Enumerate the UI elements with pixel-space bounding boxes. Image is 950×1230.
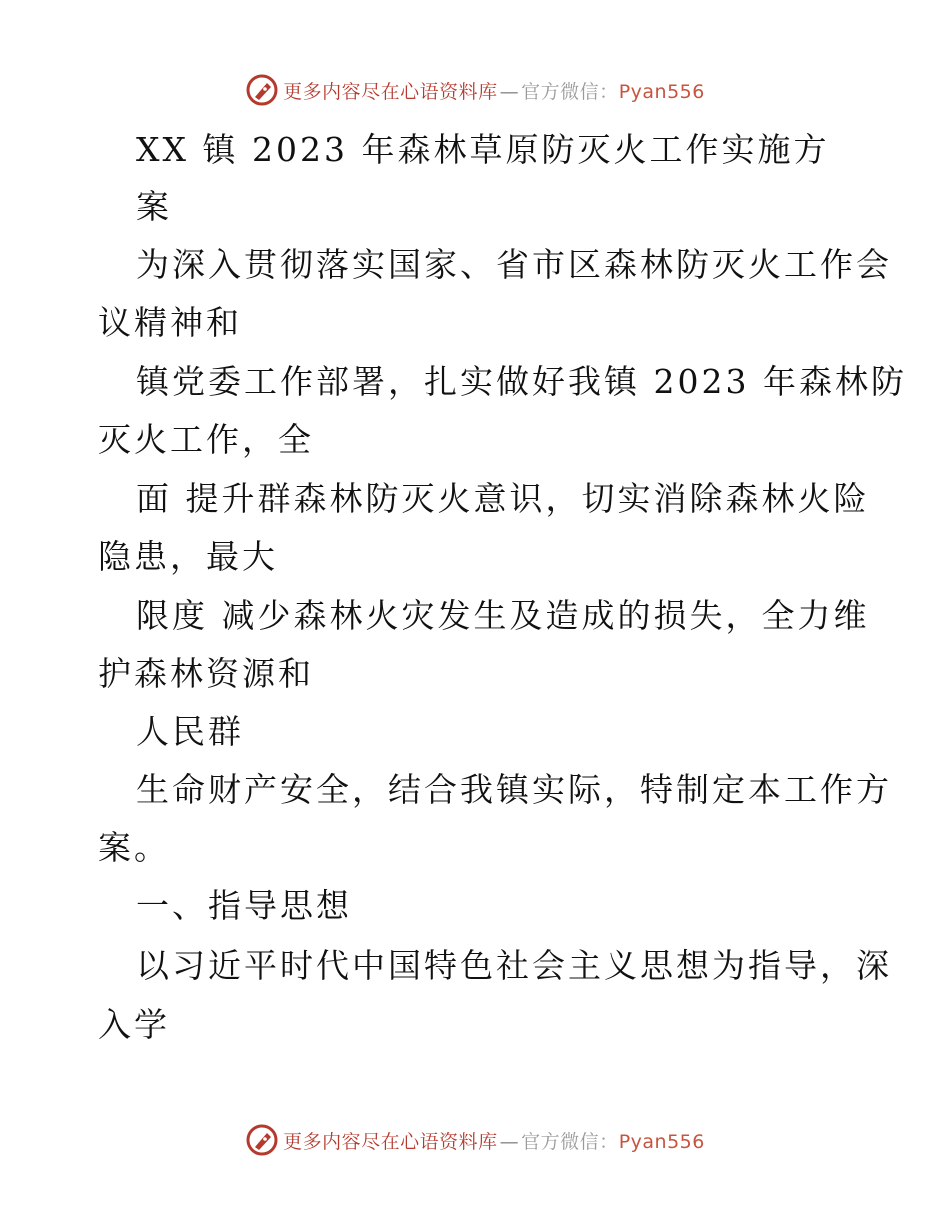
paragraph-line: 镇党委工作部署，扎实做好我镇 2023 年森林防 [136, 362, 907, 401]
watermark-site-name: 更多内容尽在心语资料库 [283, 1130, 498, 1153]
paragraph-line: 案。 [98, 828, 170, 867]
watermark-site-name: 更多内容尽在心语资料库 [283, 80, 498, 103]
watermark-separator: — [499, 80, 520, 103]
paragraph-line: 人民群 [136, 712, 244, 751]
watermark-wechat-id: Pyan556 [618, 1130, 705, 1153]
paragraph-line: 隐患，最大 [98, 537, 278, 576]
section-heading: 一、指导思想 [136, 886, 352, 925]
watermark-wechat-label: 官方微信： [521, 1130, 619, 1153]
header-watermark-banner [0, 70, 950, 110]
paragraph-line: 以习近平时代中国特色社会主义思想为指导，深 [136, 946, 892, 985]
paragraph-line: 为深入贯彻落实国家、省市区森林防灭火工作会 [136, 245, 892, 284]
document-title-line-2: 案 [136, 187, 172, 226]
paragraph-line: 限度 减少森林火灾发生及造成的损失，全力维 [136, 596, 870, 635]
watermark-wechat-id: Pyan556 [618, 80, 705, 103]
pen-nib-logo-icon [245, 1123, 279, 1157]
watermark-text [283, 77, 705, 104]
paragraph-line: 灭火工作，全 [98, 420, 314, 459]
watermark-wechat-label: 官方微信： [521, 80, 619, 103]
paragraph-line: 生命财产安全，结合我镇实际，特制定本工作方 [136, 770, 892, 809]
watermark-separator: — [499, 1130, 520, 1153]
paragraph-line: 议精神和 [98, 303, 242, 342]
paragraph-line: 护森林资源和 [98, 654, 314, 693]
document-title-line-1: XX 镇 2023 年森林草原防灭火工作实施方 [136, 130, 830, 169]
footer-watermark-banner [0, 1120, 950, 1160]
paragraph-line: 入学 [98, 1005, 170, 1044]
watermark-text [283, 1127, 705, 1154]
pen-nib-logo-icon [245, 73, 279, 107]
paragraph-line: 面 提升群森林防灭火意识，切实消除森林火险 [136, 479, 870, 518]
